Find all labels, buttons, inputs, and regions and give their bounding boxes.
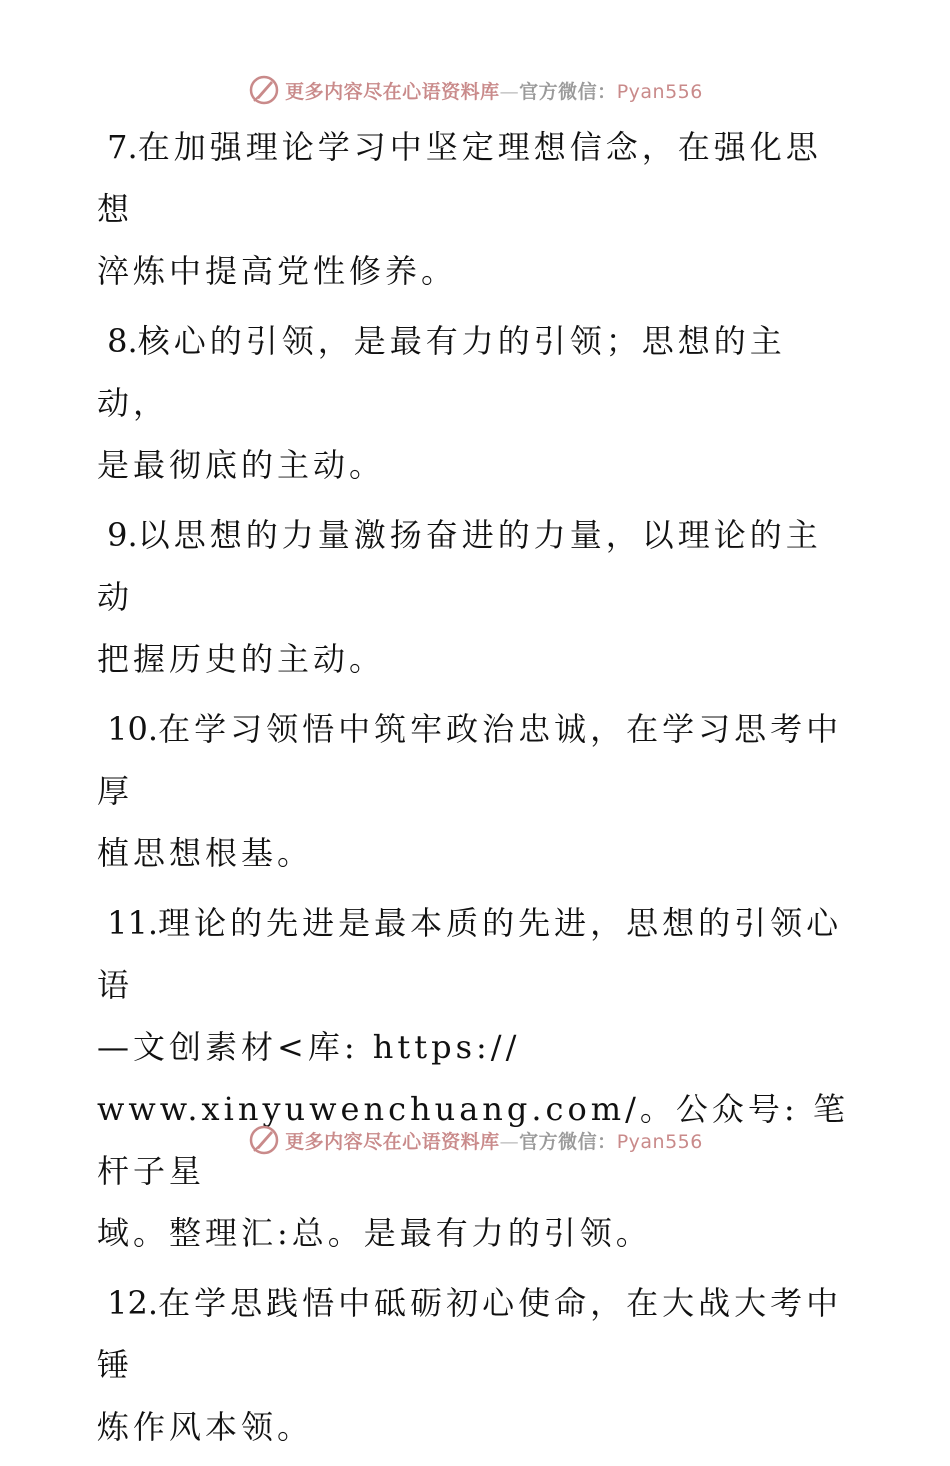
paragraph-number: 12. bbox=[97, 1284, 159, 1322]
paragraph-number: 10. bbox=[97, 710, 159, 748]
paragraph-line: 把握历史的主动。 bbox=[97, 640, 386, 678]
paragraph-line: 是最彻底的主动。 bbox=[97, 446, 386, 484]
watermark-prefix: 更多内容尽在心语资料库 bbox=[285, 80, 500, 103]
paragraph-line: 炼作风本领。 bbox=[97, 1408, 314, 1446]
paragraph-line: —文创素材<库: https:// bbox=[97, 1028, 521, 1066]
paragraph-number: 7. bbox=[97, 128, 138, 166]
paragraph-line: 植思想根基。 bbox=[97, 834, 314, 872]
paragraph-line: 理论的先进是最本质的先进，思想的引领心语 bbox=[97, 904, 843, 1004]
paragraph-10 bbox=[97, 698, 857, 884]
watermark-dash: — bbox=[499, 80, 520, 103]
paragraph-line: 核心的引领，是最有力的引领；思想的主动， bbox=[97, 322, 786, 422]
paragraph-12 bbox=[97, 1272, 857, 1458]
watermark-handle: Pyan556 bbox=[616, 80, 703, 103]
paragraph-number: 9. bbox=[97, 516, 138, 554]
watermark-official: 官方微信： bbox=[519, 1130, 617, 1153]
paragraph-line: 域。整理汇:总。是最有力的引领。 bbox=[97, 1214, 652, 1252]
paragraph-line: www.xinyuwenchuang.com/。公众号: 笔杆子星 bbox=[97, 1090, 849, 1190]
watermark-handle: Pyan556 bbox=[616, 1130, 703, 1153]
paragraph-line: 淬炼中提高党性修养。 bbox=[97, 252, 458, 290]
quill-logo-icon bbox=[247, 1123, 281, 1157]
watermark-prefix: 更多内容尽在心语资料库 bbox=[285, 1130, 500, 1153]
footer-watermark bbox=[0, 1120, 950, 1160]
paragraph-7 bbox=[97, 116, 857, 302]
paragraph-11 bbox=[97, 892, 857, 1264]
paragraph-9 bbox=[97, 504, 857, 690]
paragraph-line: 在学习领悟中筑牢政治忠诚，在学习思考中厚 bbox=[97, 710, 843, 810]
document-body bbox=[97, 116, 857, 1466]
paragraph-line: 以思想的力量激扬奋进的力量，以理论的主动 bbox=[97, 516, 822, 616]
header-watermark bbox=[0, 70, 950, 110]
watermark-text bbox=[285, 77, 703, 104]
watermark-dash: — bbox=[499, 1130, 520, 1153]
watermark-text bbox=[285, 1127, 703, 1154]
paragraph-line: 在学思践悟中砥砺初心使命，在大战大考中锤 bbox=[97, 1284, 843, 1384]
paragraph-8 bbox=[97, 310, 857, 496]
paragraph-line: 在加强理论学习中坚定理想信念，在强化思想 bbox=[97, 128, 822, 228]
paragraph-number: 8. bbox=[97, 322, 138, 360]
quill-logo-icon bbox=[247, 73, 281, 107]
paragraph-number: 11. bbox=[97, 904, 159, 942]
watermark-official: 官方微信： bbox=[519, 80, 617, 103]
